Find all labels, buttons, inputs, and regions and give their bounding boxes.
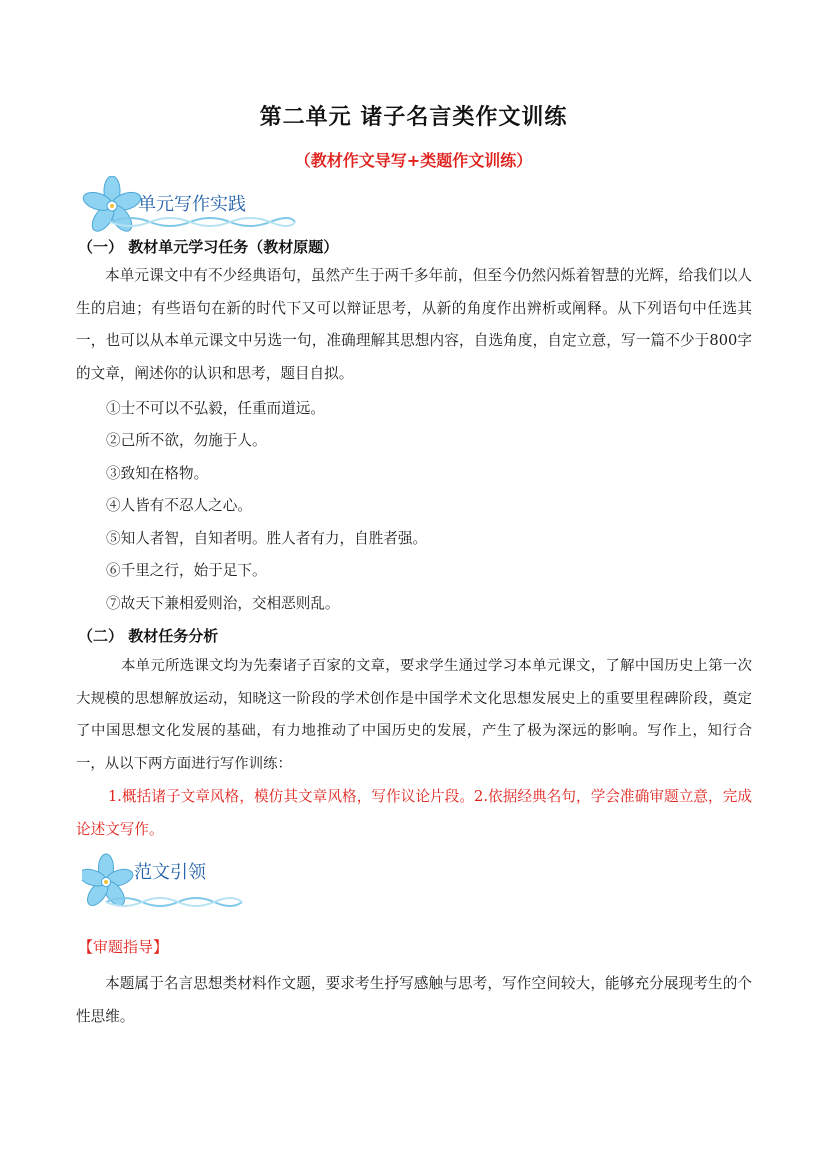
section2-paragraph: 本单元所选课文均为先秦诸子百家的文章，要求学生通过学习本单元课文，了解中国历史上第一次大规模的思想解放运动，知晓这一阶段的学术创作是中国学术文化思想发展史上的重要里程碑阶段，奠定了中国思想文化发展的基础，有力地推动了中国历史的发展，产生了极为深远的影响。写作上，知行合一，从以下两方面进行写作训练： <box>76 658 752 772</box>
quote-item-1: ①士不可以不弘毅，任重而道远。 <box>106 400 325 417</box>
banner-model-essay-label: 范文引领 <box>134 862 206 883</box>
guide-paragraph: 本题属于名言思想类材料作文题，要求考生抒写感触与思考，写作空间较大，能够充分展现考生的个性思维。 <box>76 975 752 1025</box>
section2-heading: （二） 教材任务分析 <box>78 627 219 645</box>
banner-unit-writing <box>80 176 300 240</box>
page-subtitle: （教材作文导写+类题作文训练） <box>294 151 533 170</box>
guide-tag: 【审题指导】 <box>78 938 169 956</box>
banner-unit-writing-label: 单元写作实践 <box>138 194 246 215</box>
quote-item-4: ④人皆有不忍人之心。 <box>106 497 252 514</box>
wave-ribbon-icon <box>110 218 295 226</box>
quote-item-7: ⑦故天下兼相爱则治，交相恶则乱。 <box>106 595 340 612</box>
section2-red-paragraph: 1.概括诸子文章风格，模仿其文章风格，写作议论片段。2.依据经典名句，学会准确审题立意，完成论述文写作。 <box>76 788 752 838</box>
page-title: 第二单元 诸子名言类作文训练 <box>259 105 568 130</box>
quote-item-5: ⑤知人者智，自知者明。胜人者有力，自胜者强。 <box>106 530 428 547</box>
section1-paragraph: 本单元课文中有不少经典语句，虽然产生于两千多年前，但至今仍然闪烁着智慧的光辉，给我们以人生的启迪；有些语句在新的时代下又可以辩证思考，从新的角度作出辨析或阐释。从下列语句中任选其一，也可以从本单元课文中另选一句，准确理解其思想内容，自选角度，自定立意，写一篇不少于800字的文章，阐述你的认识和思考，题目自拟。 <box>76 267 752 382</box>
quote-item-3: ③致知在格物。 <box>106 465 209 482</box>
quote-item-6: ⑥千里之行，始于足下。 <box>106 562 267 579</box>
wave-ribbon-icon <box>106 898 242 906</box>
section1-heading: （一） 教材单元学习任务（教材原题） <box>78 238 339 256</box>
banner-model-essay <box>82 852 252 918</box>
quote-item-2: ②己所不欲，勿施于人。 <box>106 432 267 449</box>
